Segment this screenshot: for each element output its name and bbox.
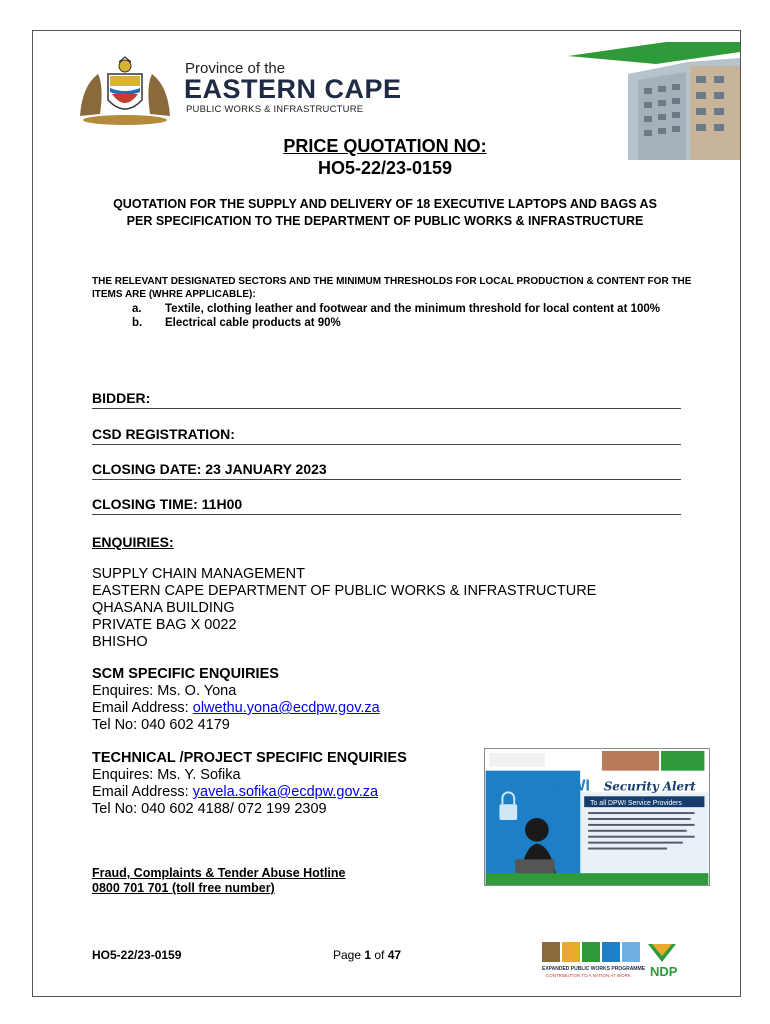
list-item-text: Electrical cable products at 90% <box>165 317 341 329</box>
scm-enquiries <box>92 666 380 734</box>
address-line: PRIVATE BAG X 0022 <box>92 617 237 633</box>
province-of-the-text: Province of the <box>185 60 286 77</box>
page-of: of <box>371 948 388 962</box>
current-page: 1 <box>364 948 372 962</box>
email-label: Email Address: <box>92 784 193 800</box>
csd-registration-field: CSD REGISTRATION: <box>92 426 681 445</box>
list-item <box>132 302 692 316</box>
scm-contact-name: Enquires: Ms. O. Yona <box>92 683 237 699</box>
alert-script-title: Security Alert <box>603 779 696 794</box>
address-line: EASTERN CAPE DEPARTMENT OF PUBLIC WORKS & INFRASTRUCTURE <box>92 583 597 599</box>
security-alert-poster <box>484 748 710 886</box>
page-prefix: Page <box>333 948 365 962</box>
scm-tel: Tel No: 040 602 4179 <box>92 717 230 733</box>
page-number <box>333 948 401 962</box>
closing-time-field: CLOSING TIME: 11H00 <box>92 496 681 515</box>
scm-email-link[interactable]: olwethu.yona@ecdpw.gov.za <box>192 700 380 716</box>
eastern-cape-logo <box>70 56 420 126</box>
eastern-cape-title: EASTERN CAPE <box>184 74 402 104</box>
technical-email-link[interactable]: yavela.sofika@ecdpw.gov.za <box>192 784 379 800</box>
address-line: SUPPLY CHAIN MANAGEMENT <box>92 566 305 582</box>
epwp-ndp-logos <box>540 938 690 982</box>
scm-email-line <box>92 700 380 717</box>
epwp-line2: CONTRIBUTION TO A NATION AT WORK <box>546 973 631 978</box>
enquiries-address <box>92 566 596 651</box>
ndp-text: NDP <box>650 964 678 979</box>
epwp-line1: EXPANDED PUBLIC WORKS PROGRAMME <box>542 966 645 972</box>
quotation-title: PRICE QUOTATION NO: <box>283 136 487 156</box>
list-item <box>132 316 692 330</box>
fraud-hotline-title: Fraud, Complaints & Tender Abuse Hotline <box>92 866 346 880</box>
address-line: QHASANA BUILDING <box>92 600 235 616</box>
email-label: Email Address: <box>92 700 193 716</box>
department-name: PUBLIC WORKS & INFRASTRUCTURE <box>186 104 364 115</box>
quotation-number: HO5-22/23-0159 <box>317 158 453 178</box>
address-line: BHISHO <box>92 634 148 650</box>
sector-list <box>132 302 692 330</box>
footer-reference: HO5-22/23-0159 <box>92 948 182 962</box>
coat-of-arms-icon <box>70 56 180 126</box>
list-item-label: b. <box>132 317 143 329</box>
closing-date-field: CLOSING DATE: 23 JANUARY 2023 <box>92 461 681 480</box>
alert-to: To all DPWI Service Providers <box>590 800 682 808</box>
quotation-subtitle: QUOTATION FOR THE SUPPLY AND DELIVERY OF 18 EXECUTIVE LAPTOPS AND BAGS AS PER SPECIFICATION TO THE DEPARTMENT OF PUBLIC WORKS & INFRASTRUCTURE <box>113 197 657 228</box>
bidder-field: BIDDER: <box>92 390 681 409</box>
list-item-text: Textile, clothing leather and footwear and the minimum threshold for local content at 100% <box>165 303 660 315</box>
designated-sectors-intro: THE RELEVANT DESIGNATED SECTORS AND THE MINIMUM THRESHOLDS FOR LOCAL PRODUCTION & CONTENT FOR THE ITEMS ARE (WHRE APPLICABLE): <box>92 276 692 300</box>
technical-contact-name: Enquires: Ms. Y. Sofika <box>92 767 241 783</box>
list-item-label: a. <box>132 303 142 315</box>
technical-enquiries <box>92 750 407 818</box>
alert-brand: DPWI <box>548 777 590 795</box>
technical-email-line <box>92 784 407 801</box>
technical-tel: Tel No: 040 602 4188/ 072 199 2309 <box>92 801 327 817</box>
technical-heading: TECHNICAL /PROJECT SPECIFIC ENQUIRIES <box>92 750 407 766</box>
fraud-hotline-number: 0800 701 701 (toll free number) <box>92 881 275 895</box>
fraud-hotline <box>92 866 346 896</box>
enquiries-heading: ENQUIRIES: <box>92 534 174 550</box>
scm-heading: SCM SPECIFIC ENQUIRIES <box>92 666 279 682</box>
total-pages: 47 <box>387 948 402 962</box>
